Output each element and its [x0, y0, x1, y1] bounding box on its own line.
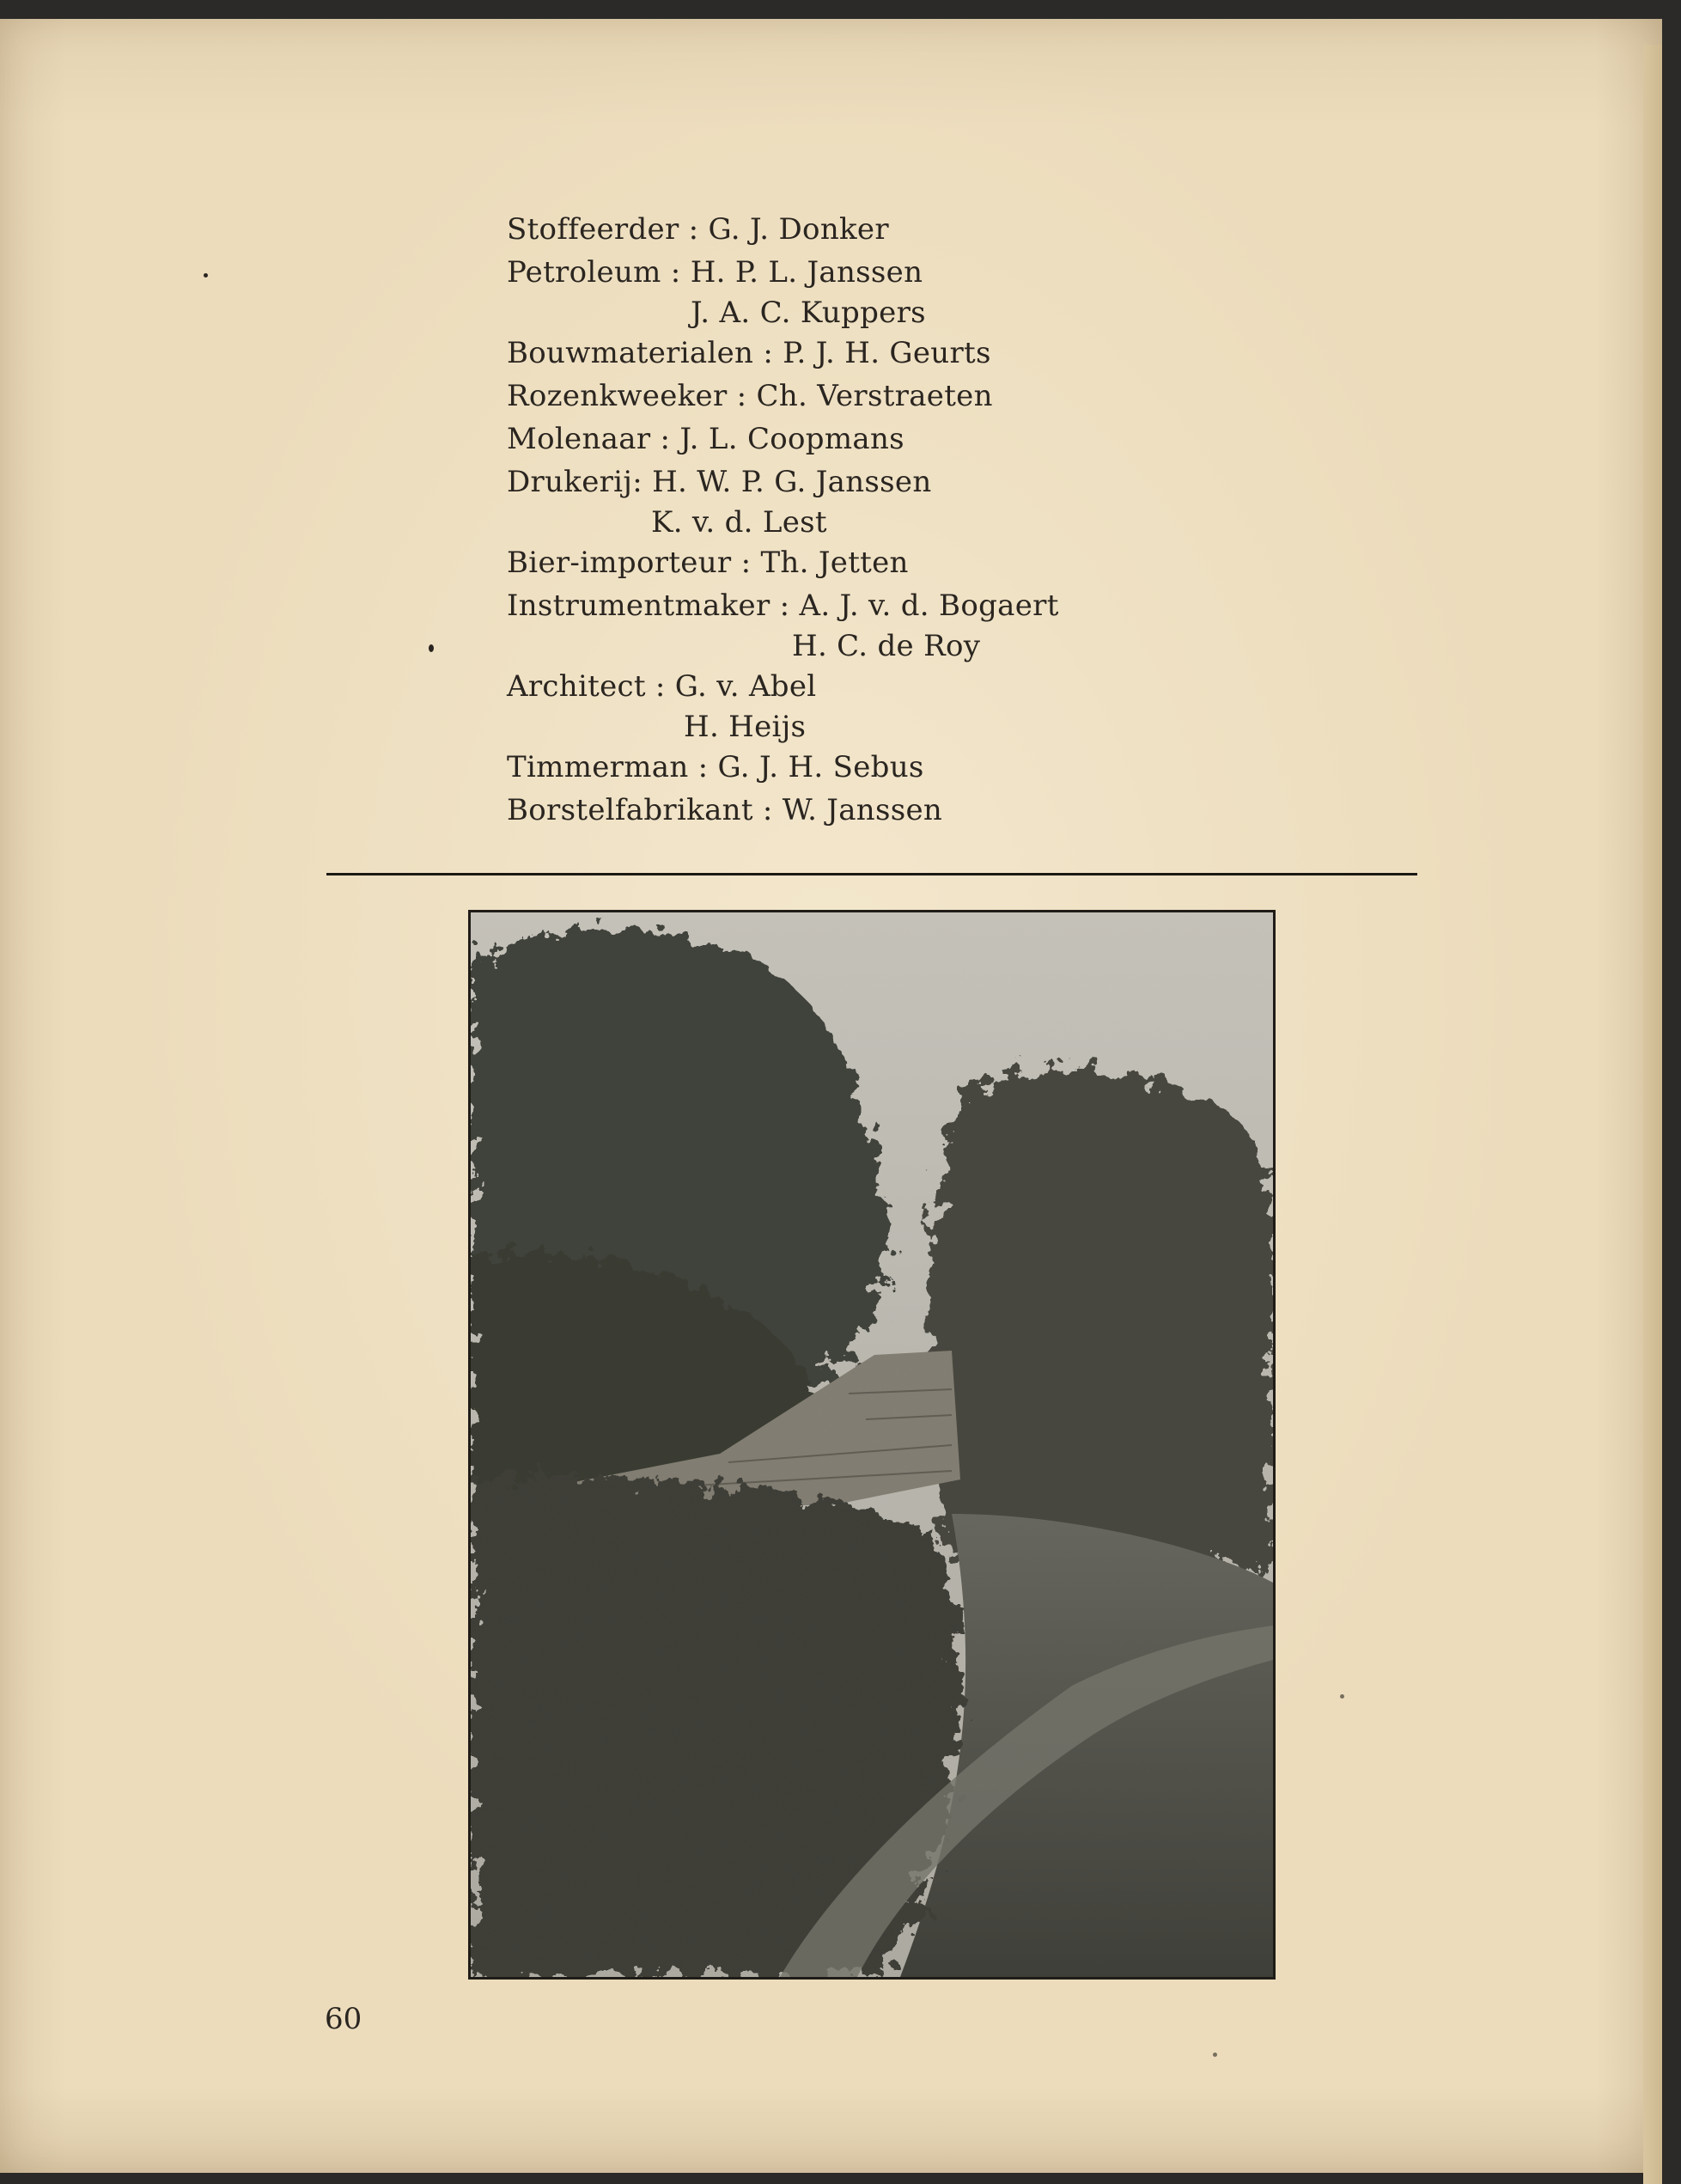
entry-label: Petroleum	[507, 255, 661, 290]
entry-name: G. v. Abel	[674, 669, 817, 704]
paper-speck	[1213, 2053, 1217, 2057]
horizontal-rule	[326, 873, 1417, 875]
entry-name: P. J. H. Geurts	[783, 336, 991, 370]
entry-label: Borstelfabrikant	[507, 793, 753, 827]
halftone-photograph	[468, 910, 1276, 1980]
entry-label: Bouwmaterialen	[507, 336, 754, 370]
trade-directory-list	[507, 208, 1366, 832]
entry-label: Bier-importeur	[507, 546, 732, 580]
garden-wall-photo	[471, 912, 1273, 1977]
entry-name: A. J. v. d. Bogaert	[799, 589, 1059, 623]
entry-name: G. J. Donker	[708, 212, 889, 247]
entry-name: H. P. L. Janssen	[690, 255, 923, 290]
entry-name: K. v. d. Lest	[651, 505, 827, 540]
directory-entry: Timmerman : G. J. H. Sebus	[507, 750, 924, 784]
directory-entry: Bouwmaterialen : P. J. H. Geurts	[507, 336, 991, 370]
entry-label: Stoffeerder	[507, 212, 679, 247]
entry-name: H. Heijs	[684, 710, 807, 744]
entry-name: J. L. Coopmans	[679, 422, 904, 456]
entry-label: Architect	[507, 669, 646, 704]
entry-name: G. J. H. Sebus	[717, 750, 924, 784]
entry-name: Ch. Verstraeten	[756, 379, 993, 413]
entry-label: Timmerman	[507, 750, 689, 784]
entry-name: J. A. C. Kuppers	[691, 296, 926, 330]
page-number: 60	[325, 2002, 362, 2036]
directory-entry: Petroleum : H. P. L. Janssen J. A. C. Kuppers	[507, 255, 926, 330]
directory-entry: Architect : G. v. Abel H. Heijs	[507, 669, 817, 744]
directory-entry: Molenaar : J. L. Coopmans	[507, 422, 904, 456]
entry-label: Drukerij	[507, 465, 633, 499]
entry-label: Rozenkweeker	[507, 379, 728, 413]
book-page	[0, 19, 1662, 2173]
page-edge	[1643, 45, 1662, 2184]
paper-speck	[429, 644, 434, 652]
entry-label: Instrumentmaker	[507, 589, 770, 623]
directory-entry: Bier-importeur : Th. Jetten	[507, 546, 909, 580]
paper-speck	[1340, 1694, 1344, 1699]
entry-label: Molenaar	[507, 422, 651, 456]
directory-entry: Rozenkweeker : Ch. Verstraeten	[507, 379, 993, 413]
directory-entry: Drukerij: H. W. P. G. Janssen K. v. d. Lest	[507, 465, 932, 540]
directory-entry: Instrumentmaker : A. J. v. d. Bogaert H. C. de Roy	[507, 589, 1059, 663]
entry-name: Th. Jetten	[760, 546, 909, 580]
entry-name: H. C. de Roy	[792, 629, 981, 663]
entry-name: H. W. P. G. Janssen	[652, 465, 932, 499]
paper-speck	[204, 273, 208, 278]
entry-name: W. Janssen	[782, 793, 943, 827]
directory-entry: Stoffeerder : G. J. Donker	[507, 212, 889, 247]
directory-entry: Borstelfabrikant : W. Janssen	[507, 793, 943, 827]
